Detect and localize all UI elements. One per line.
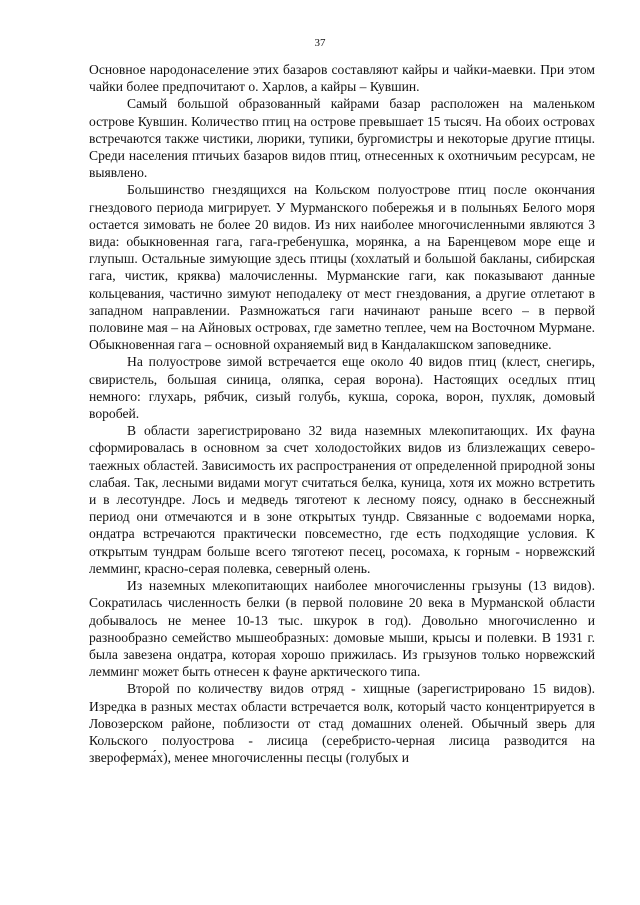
paragraph-3: Большинство гнездящихся на Кольском полуострове птиц после окончания гнездового периода мигрирует. У Мурманского побережья и в полыньях Белого моря остается зимовать не более 20 видов. Из них наиболее многочисленными являются 3 вида: обыкновенная гага, гага-гребенушка, морянка, а на Баренцевом море еще и глупыш. Остальные зимующие здесь птицы (хохлатый и большой бакланы, сибирская гага, чистик, кряква) малочисленны. Мурманские гаги, как показывают данные кольцевания, частично зимуют неподалеку от мест гнездования, а другие отлетают в западном направлении. Размножаться гаги начинают раньше всего – в первой половине мая – на Айновых островах, где заметно теплее, чем на Восточном Мурмане. Обыкновенная гага – основной охраняемый вид в Кандалакшском заповеднике. xyxy=(89,182,595,353)
paragraph-1: Основное народонаселение этих базаров составляют кайры и чайки-маевки. При этом чайки более предпочитают о. Харлов, а кайры – Кувшин. xyxy=(89,62,595,95)
paragraph-4: На полуострове зимой встречается еще около 40 видов птиц (клест, снегирь, свиристель, большая синица, оляпка, серая ворона). Настоящих оседлых птиц немного: глухарь, рябчик, сизый голубь, кукша, сорока, ворон, пухляк, домовый воробей. xyxy=(89,354,595,422)
paragraph-7: Второй по количеству видов отряд - хищные (зарегистрировано 15 видов). Изредка в разных местах области встречается волк, который часто концентрируется в Ловозерском районе, поблизости от стад домашних оленей. Обычный зверь для Кольского полуострова - лисица (серебристо-черная лисица разводится на звероферма́х), менее многочисленны песцы (голубых и xyxy=(89,681,595,766)
page-number: 37 xyxy=(314,37,326,49)
paragraph-5: В области зарегистрировано 32 вида наземных млекопитающих. Их фауна сформировалась в основном за счет холодостойких видов из близлежащих северо-таежных областей. Зависимость их распространения от определенной природной зоны слабая. Так, лесными видами могут считаться белка, куница, хотя их можно встретить и в лесотундре. Лось и медведь тяготеют к лесному поясу, однако в бесснежный период они отмечаются и в зоне открытых тундр. Связанные с водоемами норка, ондатра встречаются практически повсеместно, где есть подходящие условия. К открытым тундрам больше всего тяготеют песец, росомаха, к горным - норвежский лемминг, красно-серая полевка, северный олень. xyxy=(89,423,595,576)
body-text xyxy=(89,61,595,766)
paragraph-6: Из наземных млекопитающих наиболее многочисленны грызуны (13 видов). Сократилась численность белки (в первой половине 20 века в Мурманской области добывалось не менее 10-13 тыс. шкурок в год). Довольно многочисленно и разнообразно семейство мышеобразных: домовые мыши, крысы и полевки. В 1931 г. была завезена ондатра, которая хорошо прижилась. Из грызунов только норвежский лемминг может быть отнесен к фауне арктического типа. xyxy=(89,578,595,680)
paragraph-2: Самый большой образованный кайрами базар расположен на маленьком острове Кувшин. Количество птиц на острове превышает 15 тысяч. На обоих островах встречаются также чистики, люрики, тупики, бургомистры и некоторые другие птицы. Среди населения птичьих базаров видов птиц, отнесенных к охотничьим ресурсам, не выявлено. xyxy=(89,96,595,181)
